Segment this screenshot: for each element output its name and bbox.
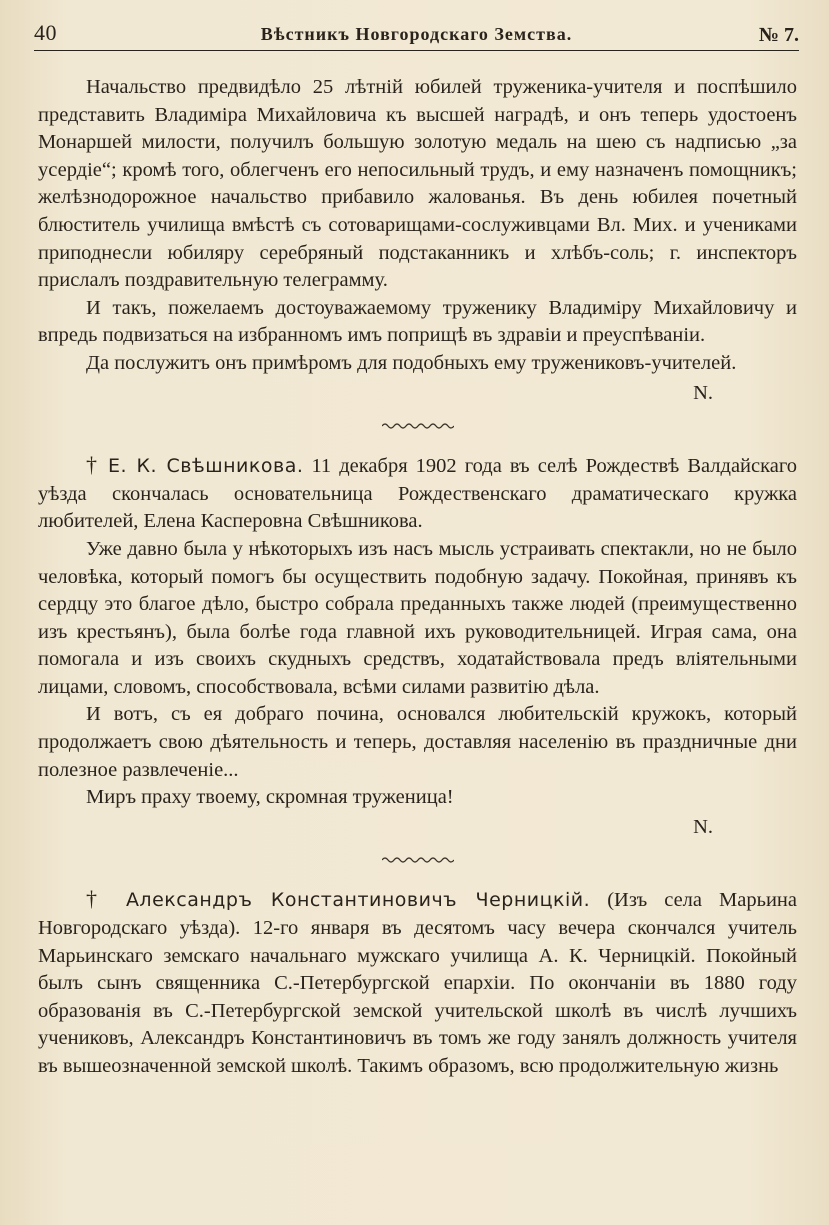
issue-number: № 7. <box>758 24 799 46</box>
obituary-lead-text: 11 декабря 1902 года въ селѣ Рождествѣ Валдайскаго уѣзда скончалась основательница Рождественскаго драматическаго кружка любителей, Елена Касперовна Свѣшникова. <box>38 455 798 533</box>
paragraph: Уже давно была у нѣкоторыхъ изъ насъ мысль устраивать спектакли, но не было человѣка, который помогъ бы осуществить подобную задачу. Покойная, принявъ къ сердцу это благое дѣло, быстро собрала преданныхъ также людей (преимущественно изъ крестьянъ), была болѣе года главной ихъ руководительницей. Играя сама, она помогала и изъ своихъ скудныхъ средствъ, ходатайствовала предъ вліятельными лицами, словомъ, способствовала, всѣми силами развитію дѣла. <box>38 537 797 698</box>
jubilee-section <box>38 74 797 407</box>
signature: N. <box>693 381 713 404</box>
cross-symbol: † <box>86 886 109 912</box>
page-header <box>34 18 799 51</box>
wavy-divider <box>382 421 454 431</box>
paragraph: Да послужитъ онъ примѣромъ для подобныхъ ему тружениковъ-учителей. <box>86 351 737 374</box>
obituary-sveshnikova <box>38 451 797 841</box>
cross-symbol: † <box>86 452 100 478</box>
paragraph: И такъ, пожелаемъ достоуважаемому труженику Владиміру Михайловичу и впредь подвизаться на избранномъ имъ поприщѣ въ здравіи и преуспѣваніи. <box>38 296 797 347</box>
obituary-chernitsky <box>38 885 797 1080</box>
article-body <box>38 74 797 1081</box>
running-title: Вѣстникъ Новгородскаго Земства. <box>260 24 573 44</box>
obituary-heading: Александръ Константиновичъ Черницкій. <box>125 889 591 912</box>
paragraph: И вотъ, съ ея добраго почина, основался любительскій кружокъ, который продолжаетъ свою дѣятельность и теперь, доставляя населенію въ праздничные дни полезное развлеченіе... <box>38 703 797 781</box>
wavy-divider <box>382 855 454 865</box>
obituary-heading: Е. К. Свѣшникова. <box>108 455 304 478</box>
paragraph: Начальство предвидѣло 25 лѣтній юбилей труженика-учителя и поспѣшило представить Владиміра Михайловича къ высшей наградѣ, и онъ теперь удостоенъ Монаршей милости, получилъ большую золотую медаль на шею съ надписью „за усердіе“; кромѣ того, облегченъ его непосильный трудъ, и ему назначенъ помощникъ; желѣзнодорожное начальство прибавило жалованья. Въ день юбилея почетный блюститель училища вмѣстѣ съ сотоварищами-сослуживцами Вл. Мих. и учениками приподнесли юбиляру серебряный подстаканникъ и хлѣбъ-соль; г. инспекторъ прислалъ поздравительную телеграмму. <box>38 76 797 292</box>
paragraph: Миръ праху твоему, скромная труженица! <box>86 786 454 809</box>
signature: N. <box>693 815 713 838</box>
page-number: 40 <box>34 20 57 45</box>
obituary-lead-paragraph <box>38 451 797 536</box>
obituary-lead-text: (Изъ села Марьина Новгородскаго уѣзда). 12-го января въ десятомъ часу вечера скончался учитель Марьинскаго земскаго начальнаго мужскаго училища А. К. Черницкій. Покойный былъ сынъ священника С.-Петербургской епархіи. По окончаніи въ 1880 году образованія въ С.-Петербургской земской учительской школѣ въ числѣ лучшихъ учениковъ, Александръ Константиновичъ въ томъ же году занялъ должность учителя въ вышеозначенной земской школѣ. Такимъ образомъ, всю продолжительную жизнь <box>38 889 797 1077</box>
obituary-lead-paragraph <box>38 885 797 1080</box>
